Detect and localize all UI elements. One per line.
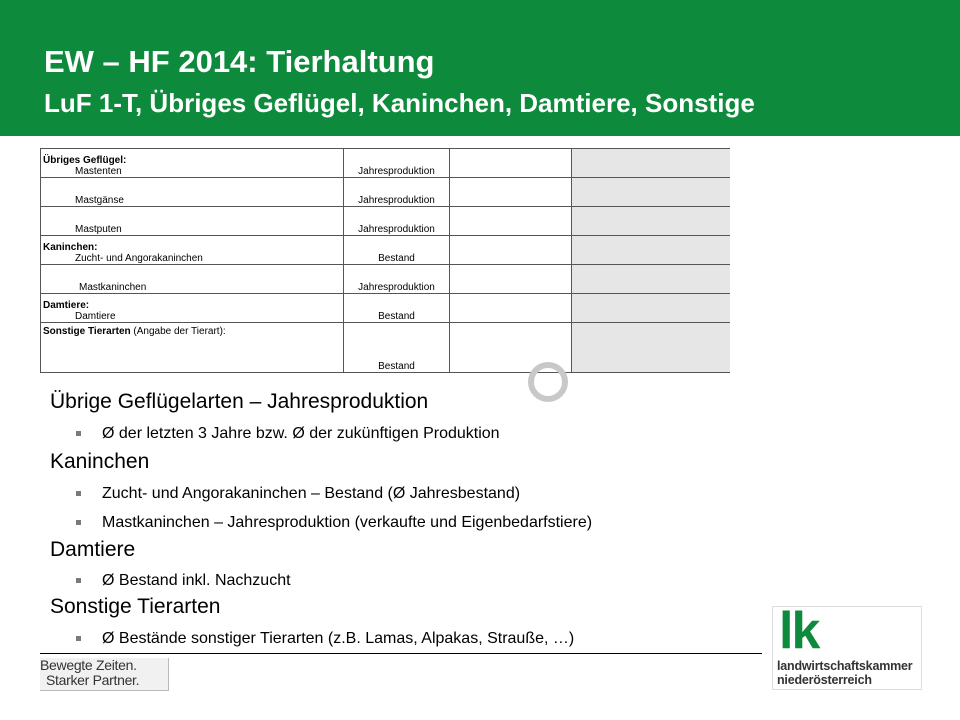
slogan-line: Bewegte Zeiten. <box>40 657 137 673</box>
form-unit: Jahresproduktion <box>344 207 450 236</box>
form-row <box>41 265 731 294</box>
page-title: EW – HF 2014: Tierhaltung <box>44 44 435 79</box>
watermark-ring-icon <box>528 362 568 402</box>
bullet-text: Ø der letzten 3 Jahre bzw. Ø der zukünftigen Produktion <box>102 425 500 442</box>
bullet-item <box>102 572 291 590</box>
bullet-item <box>102 514 592 532</box>
form-unit: Jahresproduktion <box>344 178 450 207</box>
section-title: Übrige Geflügelarten – Jahresproduktion <box>50 390 429 413</box>
bullet-text: Mastkaninchen – Jahresproduktion (verkaufte und Eigenbedarfstiere) <box>102 514 593 531</box>
header-bar <box>0 0 960 136</box>
form-row <box>41 207 731 236</box>
form-item-label: Mastkaninchen <box>79 282 147 293</box>
section-title: Kaninchen <box>50 450 150 473</box>
square-bullet-icon <box>76 636 81 641</box>
form-shaded-cell <box>572 265 731 294</box>
form-item-label: Mastgänse <box>75 195 124 206</box>
bullet-item <box>102 485 520 503</box>
form-empty-cell <box>450 178 572 207</box>
form-unit: Jahresproduktion <box>344 149 450 178</box>
bullet-item <box>102 630 574 648</box>
form-empty-cell <box>450 265 572 294</box>
form-section-heading: Kaninchen: <box>43 242 98 253</box>
form-unit: Bestand <box>344 323 450 373</box>
form-shaded-cell <box>572 149 731 178</box>
form-empty-cell <box>450 207 572 236</box>
bullet-text: Zucht- und Angorakaninchen – Bestand (Ø Jahresbestand) <box>102 485 521 502</box>
form-unit: Bestand <box>344 294 450 323</box>
slogan-line: Starker Partner. <box>46 672 140 688</box>
square-bullet-icon <box>76 578 81 583</box>
form-shaded-cell <box>572 294 731 323</box>
form-shaded-cell <box>572 207 731 236</box>
form-row <box>41 323 731 373</box>
form-shaded-cell <box>572 323 731 373</box>
form-row <box>41 178 731 207</box>
form-row <box>41 294 731 323</box>
form-unit: Bestand <box>344 236 450 265</box>
form-section-heading: Übriges Geflügel: <box>43 155 127 166</box>
footer-divider <box>40 653 762 654</box>
form-shaded-cell <box>572 236 731 265</box>
section-title: Damtiere <box>50 538 136 561</box>
square-bullet-icon <box>76 520 81 525</box>
form-item-label: Mastenten <box>75 166 122 177</box>
bullet-text: Ø Bestände sonstiger Tierarten (z.B. Lamas, Alpakas, Strauße, …) <box>102 630 575 647</box>
form-heading-note: (Angabe der Tierart): <box>133 326 226 337</box>
lk-logo <box>772 602 922 690</box>
form-item-label: Zucht- und Angorakaninchen <box>75 253 203 264</box>
slogan-box <box>40 658 169 691</box>
logo-name: landwirtschaftskammer <box>777 659 913 673</box>
logo-mark: lk <box>779 602 819 660</box>
section-title: Sonstige Tierarten <box>50 595 221 618</box>
form-row <box>41 236 731 265</box>
bullet-item <box>102 425 500 443</box>
form-shaded-cell <box>572 178 731 207</box>
form-section-heading: Damtiere: <box>43 300 90 311</box>
logo-name: niederösterreich <box>777 673 872 687</box>
form-section-heading <box>43 326 341 337</box>
form-empty-cell <box>450 236 572 265</box>
form-heading-text: Sonstige Tierarten <box>43 326 131 337</box>
form-excerpt <box>40 148 730 378</box>
form-unit: Jahresproduktion <box>344 265 450 294</box>
form-table <box>40 148 730 373</box>
form-item-label: Mastputen <box>75 224 122 235</box>
square-bullet-icon <box>76 431 81 436</box>
bullet-text: Ø Bestand inkl. Nachzucht <box>102 572 291 589</box>
form-empty-cell <box>450 149 572 178</box>
form-empty-cell <box>450 294 572 323</box>
square-bullet-icon <box>76 491 81 496</box>
form-row <box>41 149 731 178</box>
form-item-label: Damtiere <box>75 311 116 322</box>
page-subtitle: LuF 1-T, Übriges Geflügel, Kaninchen, Damtiere, Sonstige <box>44 88 755 118</box>
